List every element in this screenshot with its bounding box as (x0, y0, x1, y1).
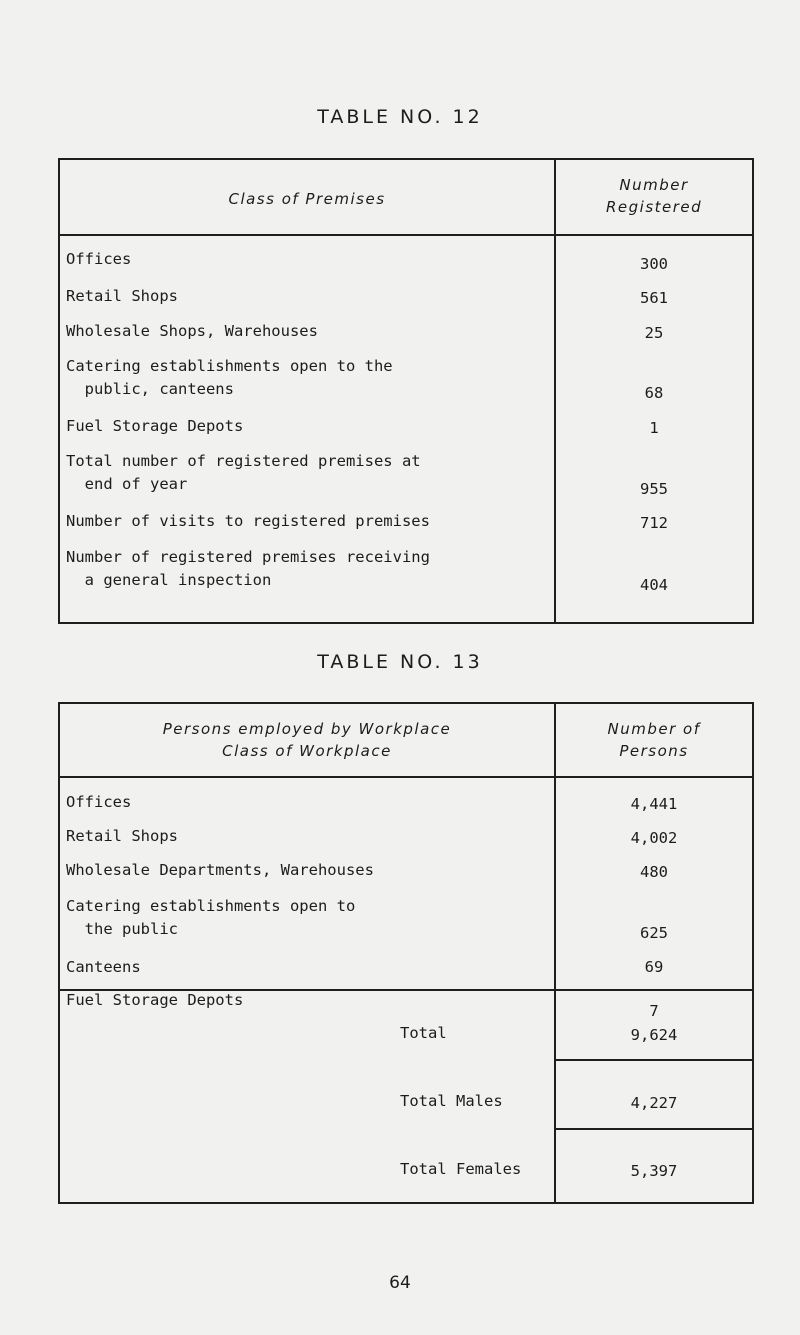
table-13-total-males-value: 4,227 (630, 1094, 678, 1112)
table-13-row-label: Catering establishments open to the public (66, 897, 356, 938)
table-13-header-number: Number of Persons (607, 720, 701, 760)
table-12-row-label: Number of registered premises receiving a general inspection (66, 548, 430, 589)
table-13-total-value: 9,624 (630, 1026, 678, 1044)
table-12-row-value: 712 (640, 514, 668, 532)
table-12-header-class: Class of Premises (228, 190, 386, 208)
table-12-row-label: Wholesale Shops, Warehouses (66, 322, 318, 340)
table-12-row-value: 404 (640, 576, 668, 594)
table-13-row-label: Wholesale Departments, Warehouses (66, 861, 374, 879)
table-12-row-label: Retail Shops (66, 287, 178, 305)
table-12-row-label: Number of visits to registered premises (66, 512, 430, 530)
table-13-total-label: Total (400, 1024, 447, 1042)
table-12-row-value: 300 (640, 255, 668, 273)
table-13-total-females-label: Total Females (400, 1160, 522, 1178)
table-13-row-label: Canteens (66, 958, 141, 976)
table-12-row-value: 25 (644, 324, 664, 342)
table-12-row-label: Fuel Storage Depots (66, 417, 244, 435)
page-number: 64 (389, 1273, 411, 1293)
table-13-row-value: 625 (640, 924, 668, 942)
table-13-row-label: Retail Shops (66, 827, 178, 845)
table-12-row-label: Total number of registered premises at end of year (66, 452, 421, 493)
table-13-total-females-value: 5,397 (630, 1162, 678, 1180)
table-12-row-value: 561 (640, 289, 668, 307)
table-13-row-value: 4,002 (630, 829, 678, 847)
table-13-row-value: 7 (649, 1002, 659, 1020)
table-12 (58, 158, 754, 624)
table-12-row-label: Offices (66, 250, 132, 268)
table-12-row-value: 1 (649, 419, 659, 437)
table-13-total-males-label: Total Males (400, 1092, 503, 1110)
table-13-row-value: 4,441 (630, 795, 678, 813)
table-12-title: TABLE NO. 12 (317, 106, 483, 128)
table-13-row-value: 69 (644, 958, 664, 976)
table-13-row-label: Fuel Storage Depots (66, 991, 244, 1009)
table-13-title: TABLE NO. 13 (317, 651, 483, 673)
table-12-row-value: 955 (640, 480, 668, 498)
table-13-row-label: Offices (66, 793, 132, 811)
table-13-header-class: Persons employed by Workplace Class of Workplace (162, 720, 452, 760)
table-13 (58, 702, 754, 1204)
table-12-row-label: Catering establishments open to the public, canteens (66, 357, 393, 398)
table-12-header-number: Number Registered (606, 176, 703, 216)
table-13-row-value: 480 (640, 863, 668, 881)
table-12-row-value: 68 (644, 384, 664, 402)
